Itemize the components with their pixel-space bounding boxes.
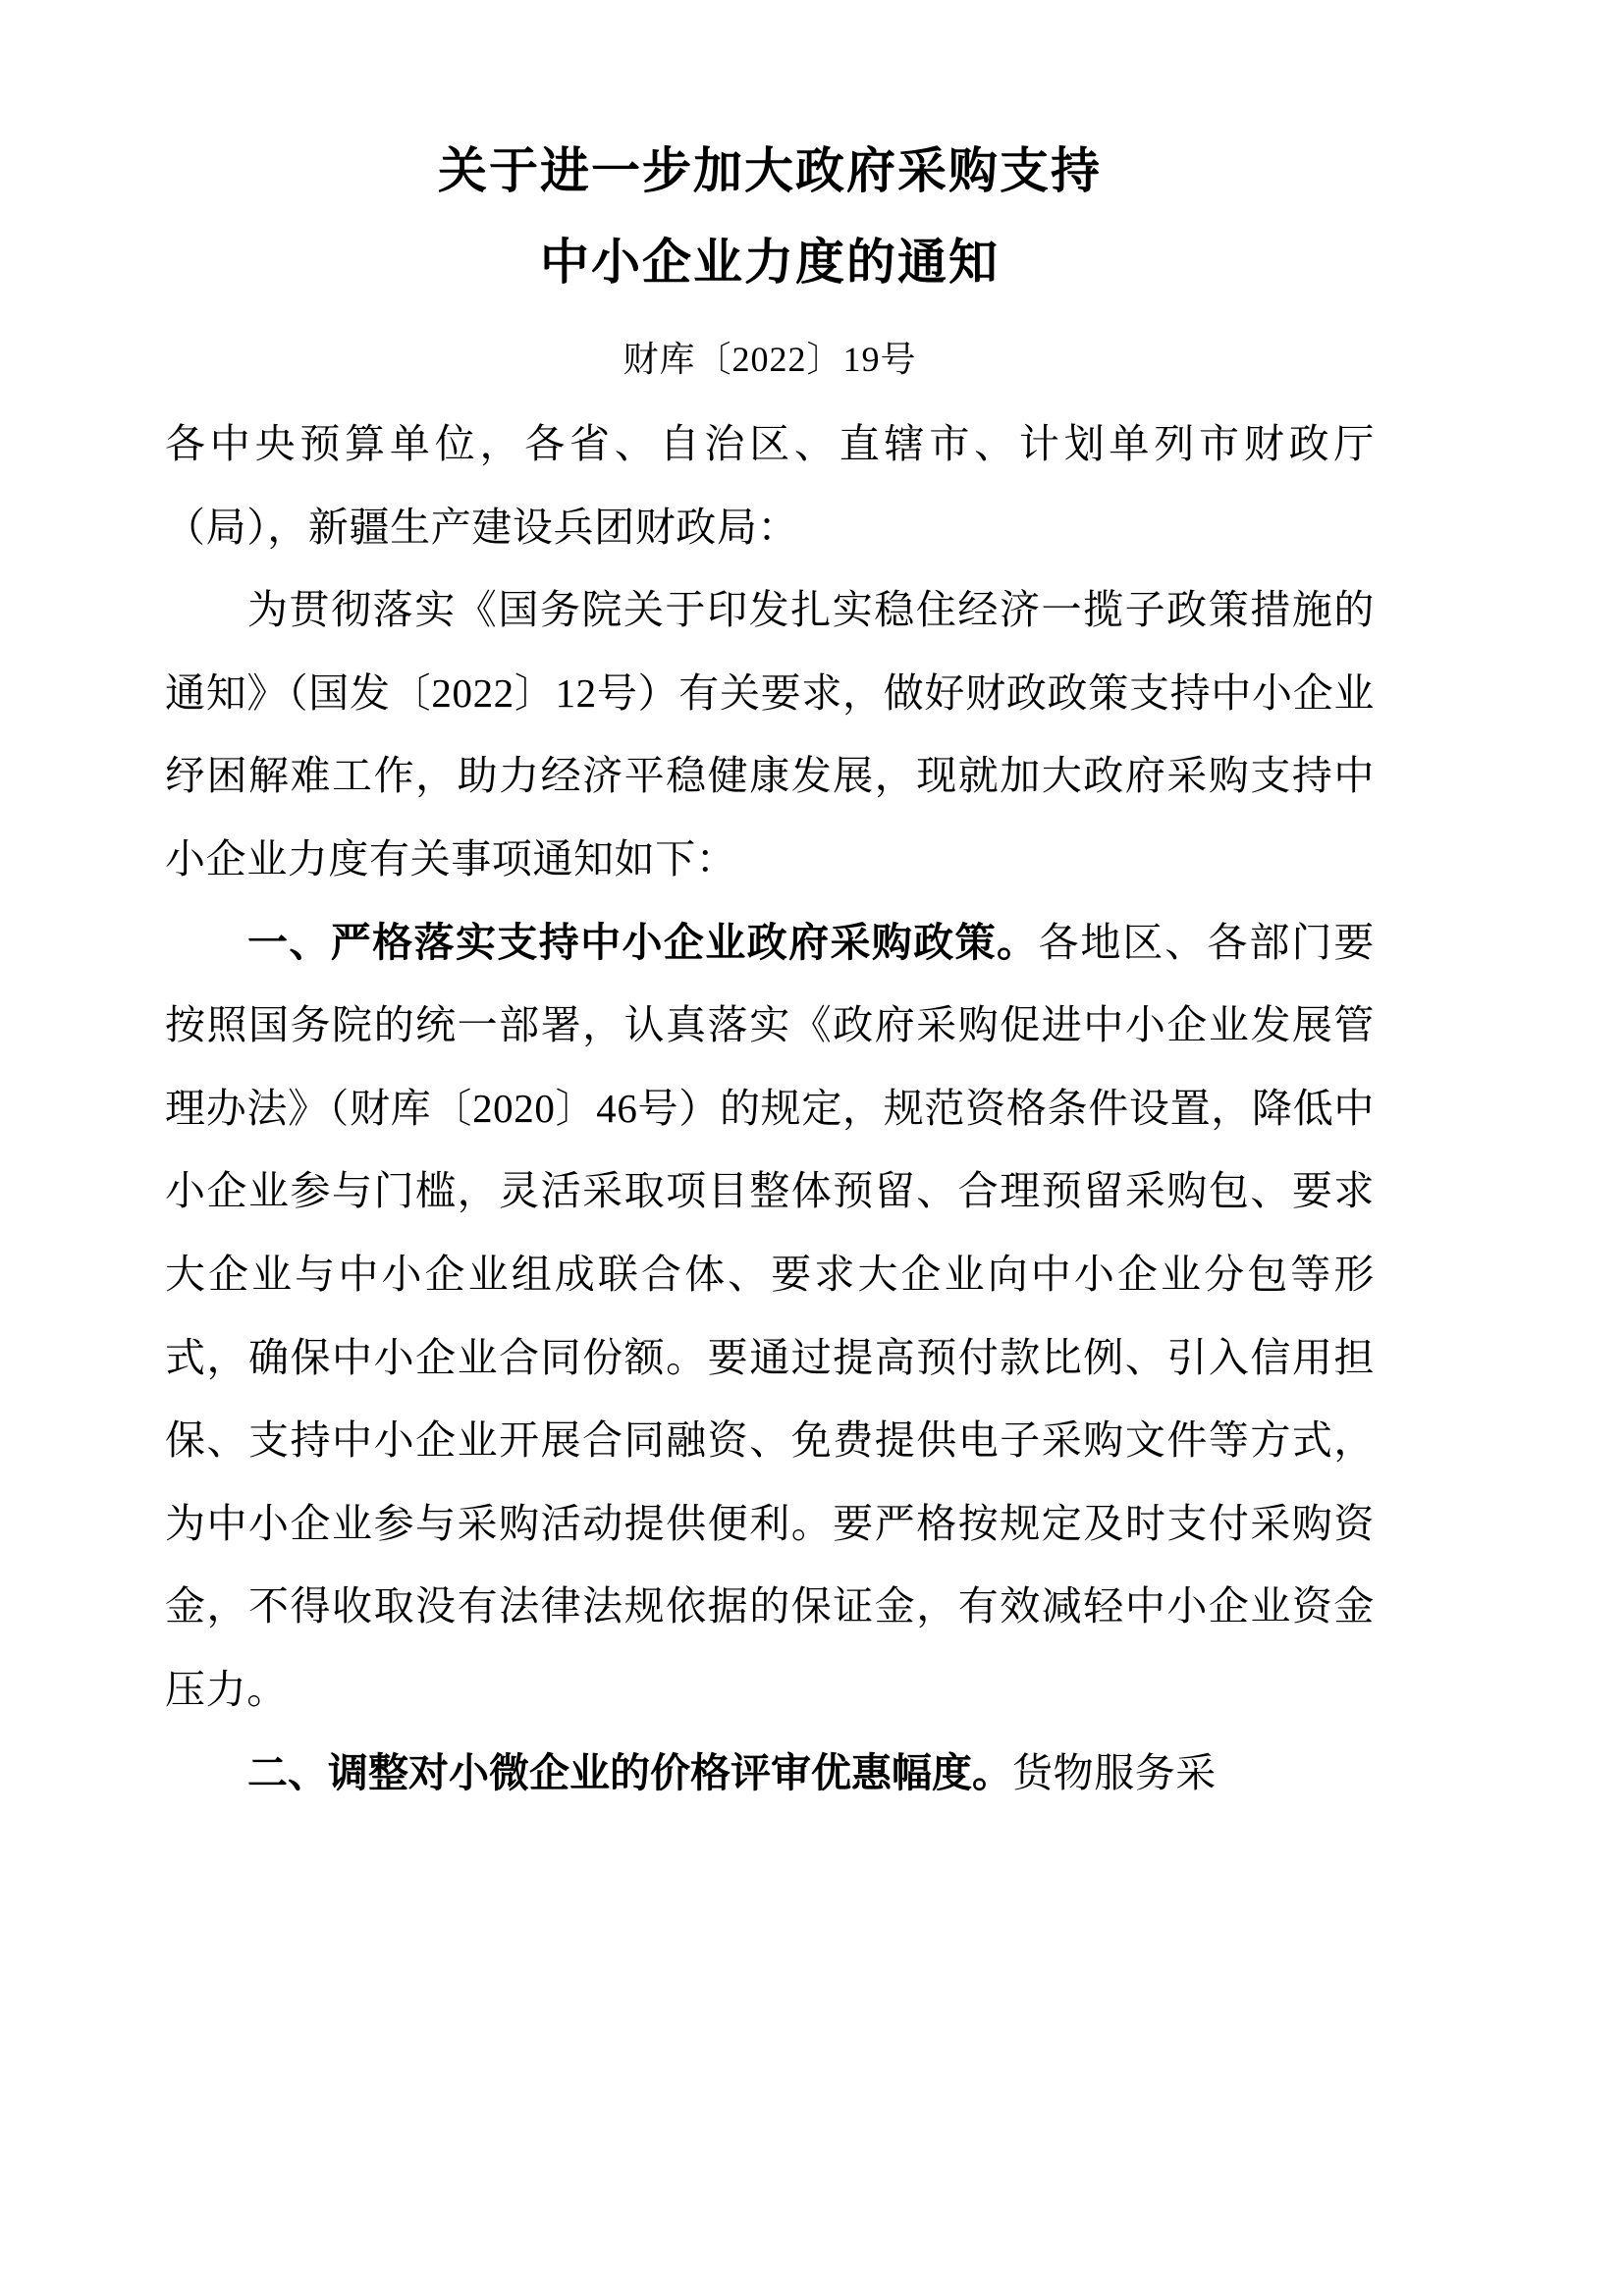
paragraph-text-article-1: 各地区、各部门要按照国务院的统一部署，认真落实《政府采购促进中小企业发展管理办法》（财库〔2020〕46号）的规定，规范资格条件设置，降低中小企业参与门槛，灵活采取项目整体预留、合理预留采购包、要求大企业与中小企业组成联合体、要求大企业向中小企业分包等形式，确保中小企业合同份额。要通过提高预付款比例、引入信用担保、支持中小企业开展合同融资、免费提供电子采购文件等方式，为中小企业参与采购活动提供便利。要严格按规定及时支付采购资金，不得收取没有法律法规依据的保证金，有效减轻中小企业资金压力。 — [165, 919, 1375, 1712]
paragraph-heading-article-1: 一、严格落实支持中小企业政府采购政策。 — [247, 918, 1039, 966]
paragraph-text-article-2: 货物服务采 — [1012, 1749, 1217, 1795]
paragraph-heading-article-2: 二、调整对小微企业的价格评审优惠幅度。 — [247, 1748, 1012, 1796]
addressee-line: 各中央预算单位，各省、自治区、直辖市、计划单列市财政厅（局），新疆生产建设兵团财政局： — [165, 421, 1375, 550]
paragraph-preamble — [165, 568, 1375, 900]
title-line-1: 关于进一步加大政府采购支持 — [438, 142, 1102, 199]
document-body — [165, 389, 1375, 1814]
document-number: 财库〔2022〕19号 — [623, 340, 917, 379]
title-line-2: 中小企业力度的通知 — [540, 234, 1000, 291]
document-content — [165, 0, 1375, 1814]
paragraph-article-2 — [165, 1732, 1375, 1815]
paragraph-article-1 — [165, 901, 1375, 1732]
page-title — [165, 0, 1375, 308]
paragraph-text-preamble: 为贯彻落实《国务院关于印发扎实稳住经济一揽子政策措施的通知》（国发〔2022〕12号）有关要求，做好财政政策支持中小企业纾困解难工作，助力经济平稳健康发展，现就加大政府采购支持中小企业力度有关事项通知如下： — [165, 587, 1375, 881]
